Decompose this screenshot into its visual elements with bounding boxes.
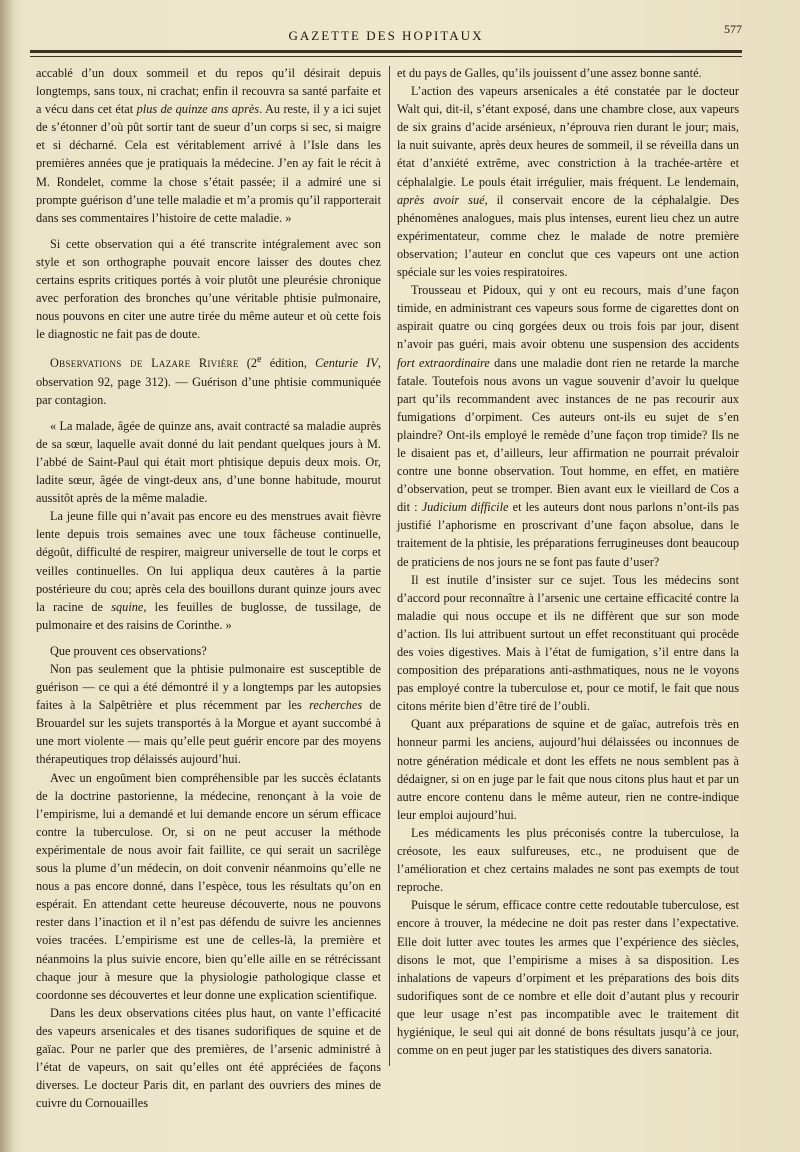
italic-text: plus de quinze ans après [136, 102, 260, 117]
paragraph: Il est inutile d’insister sur ce sujet. Tous les médecins sont d’accord pour reconnaître à l’arsenic une certaine efficacité contre la maladie qui nous occupe et ils ne diffèrent que sur son mode d’action. Ils lui attribuent surtout un effet reconstituant qui procède des voies digestives. Mais à l’état de fumigation, s’il entre dans la composition des préparations anti-asthmatiques, nous ne le voyons pas employé contre la tuberculose et, pour ce motif, le fait que nous citons mérite bien d’être tiré de l’oubli. [397, 572, 739, 714]
paragraph: et du pays de Galles, qu’ils jouissent d’une assez bonne santé. [397, 66, 702, 80]
text-run: (2 [238, 356, 258, 371]
italic-text: après avoir sué [397, 192, 485, 207]
superscript: e [257, 354, 262, 366]
text-run: La jeune fille qui n’avait pas encore eu des menstrues avait fièvre lente depuis trois semaines avec une toux fâcheuse continuelle, dégoût, difficulté de respirer, maigreur universelle de tout le corps et veilles continuelles. On lui appliqua deux cautères à la partie postérieure du cou; après cela des bouillons durant quinze jours avec la racine de [36, 509, 381, 614]
text-run: et les auteurs dont nous parlons n’ont-ils pas justifié l’aphorisme en proscrivant d’une façon absolue, dans le traitement de la phtisie, les préparations ferrugineuses dont beaucoup de praticiens de nos jours ne se font pas faute d’user? [397, 500, 739, 569]
header-rule-thin [30, 56, 742, 57]
paragraph [397, 82, 739, 281]
italic-text: recherches [309, 698, 363, 713]
text-run: édition, [261, 356, 316, 371]
header-rule-thick [30, 50, 742, 53]
italic-text: squine [111, 599, 144, 614]
right-column [397, 64, 739, 1059]
paragraph: Si cette observation qui a été transcrite intégralement avec son style et son orthographe pouvait encore laisser des doutes chez certains esprits critiques portés à voir plutôt une pleurésie chronique avec perforation des bronches qu’une véritable phtisie pulmonaire, nous pouvons en citer une autre tirée du même auteur et où cette fois le diagnostic ne fait pas de doute. [36, 236, 381, 342]
paragraph: Quant aux préparations de squine et de gaïac, autrefois très en honneur parmi les anciens, aujourd’hui délaissées ou inconnues de notre génération médicale et dont les effets ne nous semblent pas à dédaigner, si on en juge par le fait que nous citons plus haut et par un autre encore contenu dans le même auteur, rien ne contre-indique leur emploi aujourd’hui. [397, 717, 739, 822]
page-header [30, 18, 742, 58]
running-title: GAZETTE DES HOPITAUX [288, 28, 484, 43]
text-run: accablé d’un doux sommeil et du repos qu’il désirait depuis longtemps, sans toux, ni crachat; enfin il recouvra sa santé parfaite et a vécu dans cet état [36, 66, 381, 117]
page-edge-shadow [0, 0, 14, 1152]
small-caps-heading: Observations de Lazare Rivière [50, 356, 239, 371]
page-number: 577 [724, 22, 742, 36]
paragraph: Que prouvent ces observations? [50, 643, 207, 658]
italic-text: fort extraordinaire [397, 355, 490, 370]
paragraph: « La malade, âgée de quinze ans, avait contracté sa maladie auprès de sa sœur, laquelle avait donné du lait pendant quelques jours à M. l’abbé de Saint-Paul qui était mort phtisique depuis deux mois. Or, ladite sœur, âgée de vingt-deux ans, d’une bonne habitude, mourut aussitôt après de la même maladie. [36, 418, 381, 506]
paragraph: Dans les deux observations citées plus haut, on vante l’efficacité des vapeurs arsenicales et des tisanes sudorifiques de squine et de gaïac. Pour ne parler que des premières, de l’arsenic administré à l’état de vapeurs, on sait qu’elles ont été appréciées de façons diverses. Le docteur Paris dit, en parlant des ouvriers des mines de cuivre du Cornouailles [36, 1005, 381, 1111]
text-run: dans une maladie dont rien ne retarde la marche fatale. Toutefois nous avons un vague souvenir d’avoir lu quelque part qu’ils recommandent avec instances de ne pas recourir aux fumigations d’orpiment. Ces auteurs ont-ils eu sujet de s’en plaindre? Ont-ils employé le remède d’une façon trop timide? Ils ne le disaient pas et, d’ailleurs, leur affirmation ne pourrait prévaloir contre une bonne observation. Tout homme, en effet, en matière d’observation, peut se tromper. Bien avant eux le vieillard de Cos a dit : [397, 355, 740, 515]
italic-text: Centurie IV [315, 356, 378, 371]
text-run: , les feuilles de buglosse, de tussilage, de pulmonaire et des raisins de Corinthe. » [36, 599, 381, 632]
column-divider [389, 66, 390, 1066]
paragraph: Les médicaments les plus préconisés contre la tuberculose, la créosote, les eaux sulfureuses, etc., ne produisent que de l’amélioration et chez certains malades ne sont pas exempts de tout reproche. [397, 825, 739, 895]
italic-text: Judicium difficile [421, 500, 509, 515]
observation-heading [36, 351, 381, 408]
text-run: Trousseau et Pidoux, qui y ont eu recours, mais d’une façon timide, en administrant ces vapeurs sous forme de cigarettes dont on aspirait quatre ou cinq gorgées deux ou trois fois par jour, disent n’avoir pas guéri, mais avoir obtenu une suspension des accidents [397, 283, 739, 352]
text-run: , il conservait encore de la céphalalgie. Des phénomènes analogues, mais plus intenses, eurent lieu chez un autre expérimentateur, comme chez le malade de notre première observation; l’auteur en conclut que ces vapeurs ont une action spéciale sur les voies respiratoires. [397, 192, 740, 280]
paragraph: Puisque le sérum, efficace contre cette redoutable tuberculose, est encore à trouver, la médecine ne doit pas rester dans l’expectative. Elle doit lutter avec toutes les armes que l’expérience des siècles, disons le mot, que l’empirisme a mises à sa disposition. Les inhalations de vapeurs d’orpiment et les préparations des bois dits sudorifiques sont de ce nombre et elle doit d’autant plus y recourir que leur usage n’est pas incompatible avec le traitement dit hygiénique, le seul qui ait donné de bons résultats jusqu’à ce jour, comme on en peut juger par les statistiques des divers sanatoria. [397, 898, 739, 1058]
paragraph [36, 64, 381, 227]
text-run: . Au reste, il y a ici sujet de s’étonner d’où pût sortir tant de sueur d’un corps si sec, si maigre et si décharné. Cela est véritablement arrivé à l’Isle dans les premières années que je pratiquais la médecine. J’en ay fait le récit à M. Rondelet, comme la chose s’était passée; il a admiré une si prompte guérison d’une telle maladie et m’a promis qu’il rapporterait dans ses commentaires l’histoire de cette maladie. » [36, 102, 382, 225]
paragraph [397, 281, 739, 571]
text-run: de Brouardel sur les sujets transportés à la Morgue et ayant succombé à une mort violente — mais qu’elle peut guérir encore par des moyens thérapeutiques trop délaissés aujourd’hui. [36, 698, 381, 767]
text-run: L’action des vapeurs arsenicales a été constatée par le docteur Walt qui, dit-il, s’étant exposé, dans une chambre close, aux vapeurs de six grains d’acide arsénieux, n’éprouva rien durant le jour; mais, la nuit suivante, après deux heures de sommeil, il se réveilla dans un état d’anxiété extrême, avec constriction à la trachée-artère et céphalalgie. Le pouls était irrégulier, mais fréquent. Le lendemain, [397, 84, 739, 189]
text-run: , observation 92, page 312). — Guérison d’une phtisie communiquée par contagion. [36, 356, 381, 407]
text-run: Non pas seulement que la phtisie pulmonaire est susceptible de guérison — ce qui a été démontré il y a longtemps par les autopsies faites à la Salpêtrière et plus récemment par les [36, 662, 381, 713]
paragraph: Avec un engoûment bien compréhensible par les succès éclatants de la doctrine pastorienne, la médecine, renonçant à la voie de l’empirisme, lui a demandé et lui demande encore un sérum efficace contre la tuberculose. Or, si on ne peut accuser la méthode expérimentale de nous avoir fait faillite, ce qui serait un sacrilège sous la plume d’un médecin, on doit convenir néanmoins qu’elle ne nous a pas encore donné, dans l’espèce, tous les résultats qu’on en espérait. En attendant cette heureuse découverte, nous ne pouvons rester dans l’inaction et il n’est pas défendu de suivre les anciennes voies tracées. L’empirisme est une de celles-là, la première et néanmoins la plus suivie encore, bien qu’elle aille en se rétrécissant chaque jour à mesure que la physiologie pathologique classe et coordonne ses découvertes et leur donne une explication scientifique. [36, 770, 381, 1002]
paragraph [36, 507, 381, 634]
paragraph [36, 660, 381, 769]
left-column [36, 64, 381, 1112]
